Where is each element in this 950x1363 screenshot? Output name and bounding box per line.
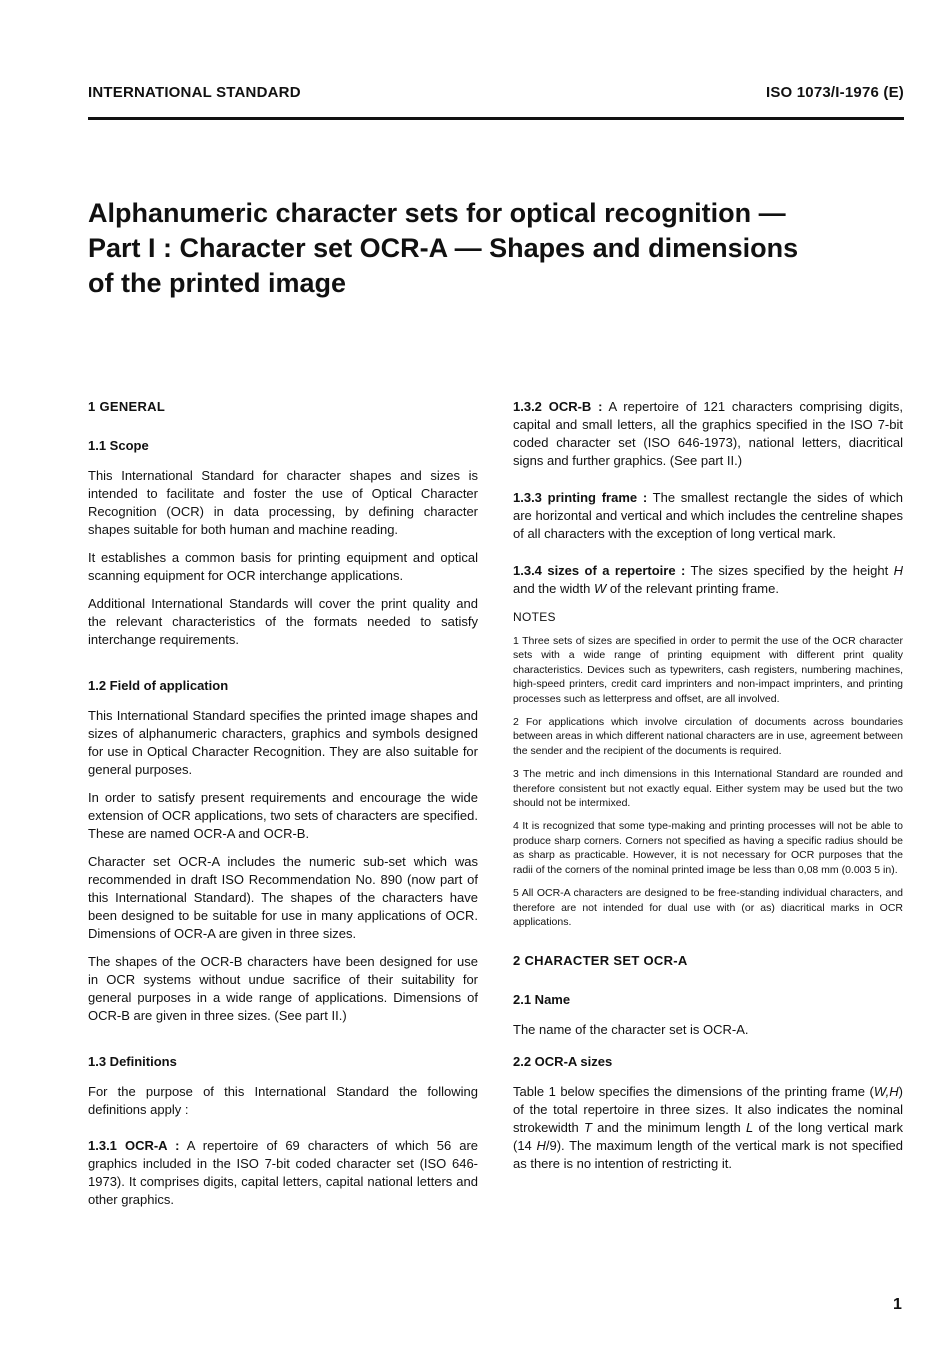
- definition-1-3-4-text-c: of the relevant printing frame.: [606, 581, 779, 596]
- definition-1-3-2-term: 1.3.2 OCR-B :: [513, 399, 603, 414]
- right-column: [513, 398, 903, 1183]
- field-paragraph-2: In order to satisfy present requirements and encourage the wide extension of OCR applications, two sets of characters are specified. These are named OCR-A and OCR-B.: [88, 790, 478, 841]
- page-header: [88, 84, 904, 101]
- note-1: 1 Three sets of sizes are specified in order to permit the use of the OCR character sets with a wide range of printing equipment with different print quality characteristics. Devices such as typewriters, cash registers, numbering machines, high-speed printers, credit card imprinters and non-impact imprinters, and printing processes such as letterpress and offset, are all involved.: [513, 635, 903, 705]
- title-line-3: of the printed image: [88, 268, 347, 298]
- section-2-1-heading: 2.1 Name: [513, 992, 571, 1008]
- title-line-2: Part I : Character set OCR-A — Shapes and dimensions: [88, 233, 799, 263]
- scope-paragraph-1: This International Standard for character shapes and sizes is intended to facilitate and foster the use of Optical Character Recognition (OCR) in data processing, by defining character shapes suitable for both human and machine reading.: [88, 468, 478, 537]
- sizes-text-a: Table 1 below specifies the dimensions of the printing frame (: [513, 1084, 874, 1100]
- symbol-h-ratio: H: [536, 1138, 546, 1154]
- definition-1-3-1-text: A repertoire of 69 characters of which 56 are graphics included in the ISO 7-bit coded character set (ISO 646-1973). It comprises digits, capital letters, capital national letters and other graphics.: [88, 1138, 478, 1207]
- section-1-3-heading: 1.3 Definitions: [88, 1054, 177, 1069]
- notes-heading: NOTES: [513, 610, 556, 624]
- definition-1-3-1-term: 1.3.1 OCR-A :: [88, 1138, 180, 1153]
- note-4: 4 It is recognized that some type-making and printing processes will not be able to produce sharp corners. Corners not specified as having a specific radius should be as sharp as practicable. However, it is not necessary for OCR purposes that the radii of the corners of the nominal printed image be less than 0,08 mm (0.003 5 in).: [513, 820, 903, 876]
- sizes-text-c: and the minimum length: [591, 1120, 747, 1136]
- name-paragraph: The name of the character set is OCR-A.: [513, 1022, 749, 1038]
- field-paragraph-4: The shapes of the OCR-B characters have been designed for use in OCR systems without undue sacrifice of their suitability for general purposes in a wide range of applications. Dimensions of OCR-B are given in three sizes. (See part II.): [88, 954, 478, 1023]
- document-title: [88, 196, 908, 301]
- field-paragraph-3: Character set OCR-A includes the numeric sub-set which was recommended in draft ISO Recommendation No. 890 (now part of this International Standard). The shapes of the characters have been designed to be suitable for use in many applications of OCR. Dimensions of OCR-A are given in three sizes.: [88, 854, 478, 941]
- definition-1-3-3-text: The smallest rectangle the sides of which are horizontal and vertical and which includes the centreline shapes of all characters with the exception of long vertical mark.: [513, 490, 903, 541]
- symbol-l: L: [746, 1120, 754, 1136]
- definition-1-3-3: [513, 489, 903, 543]
- sizes-text-b: ) of the total repertoire in three sizes. It also indicates the nominal strokewidth: [513, 1084, 903, 1136]
- left-column: [88, 398, 478, 1219]
- note-2: 2 For applications which involve circulation of documents across boundaries between areas in which different national characters are in use, agreement between the sender and the recipient of the documents is required.: [513, 716, 903, 757]
- title-line-1: Alphanumeric character sets for optical recognition —: [88, 198, 786, 228]
- symbol-wh: W,H: [873, 1084, 899, 1100]
- note-5: 5 All OCR-A characters are designed to be free-standing individual characters, and therefore are not intended for dual use with (or as) diacritical marks in OCR applications.: [513, 887, 903, 928]
- scope-paragraph-3: Additional International Standards will cover the print quality and the relevant characteristics of the formats needed to satisfy interchange requirements.: [88, 596, 478, 647]
- page-number: 1: [893, 1296, 902, 1313]
- header-document-id: ISO 1073/I-1976 (E): [765, 84, 904, 101]
- sizes-text-e: /9). The maximum length of the vertical mark is not specified as there is no intention of restricting it.: [513, 1138, 903, 1172]
- definition-1-3-3-term: 1.3.3 printing frame :: [513, 490, 648, 505]
- section-1-heading: 1 GENERAL: [88, 399, 166, 414]
- field-paragraph-1: This International Standard specifies the printed image shapes and sizes of alphanumeric characters, graphics and symbols designed for use in Optical Character Recognition. They are also suitable for general purposes.: [88, 708, 478, 777]
- section-2-heading: 2 CHARACTER SET OCR-A: [513, 953, 688, 969]
- symbol-t: T: [583, 1120, 592, 1136]
- definitions-intro: For the purpose of this International Standard the following definitions apply :: [88, 1084, 478, 1117]
- sizes-text-d: of the long vertical mark (14: [513, 1120, 903, 1154]
- definition-1-3-4: [513, 562, 903, 598]
- section-1-1-heading: 1.1 Scope: [88, 438, 149, 453]
- scope-paragraph-2: It establishes a common basis for printing equipment and optical scanning equipment for OCR interchange applications.: [88, 550, 478, 583]
- definition-1-3-2: [513, 398, 903, 470]
- definition-1-3-1: [88, 1137, 478, 1209]
- header-standard-label: INTERNATIONAL STANDARD: [88, 84, 301, 101]
- definition-1-3-4-text-b: and the width: [513, 581, 594, 596]
- definition-1-3-4-text-a: The sizes specified by the height: [685, 563, 894, 578]
- definition-1-3-2-text: A repertoire of 121 characters comprising digits, capital and small letters, all the graphics specified in the ISO 7-bit coded character set (ISO 646-1973), national letters, diacritical signs and further graphics. (See part II.): [513, 399, 903, 468]
- section-2-2-heading: 2.2 OCR-A sizes: [513, 1054, 613, 1070]
- header-rule: [88, 117, 904, 120]
- symbol-h: H: [893, 563, 903, 578]
- note-3: 3 The metric and inch dimensions in this International Standard are rounded and therefore consistent but not exactly equal. Either system may be used but the two should not be intermixed.: [513, 768, 903, 810]
- sizes-paragraph: [513, 1083, 903, 1173]
- definition-1-3-4-term: 1.3.4 sizes of a repertoire :: [513, 563, 686, 578]
- symbol-w: W: [593, 581, 607, 596]
- section-1-2-heading: 1.2 Field of application: [88, 678, 229, 693]
